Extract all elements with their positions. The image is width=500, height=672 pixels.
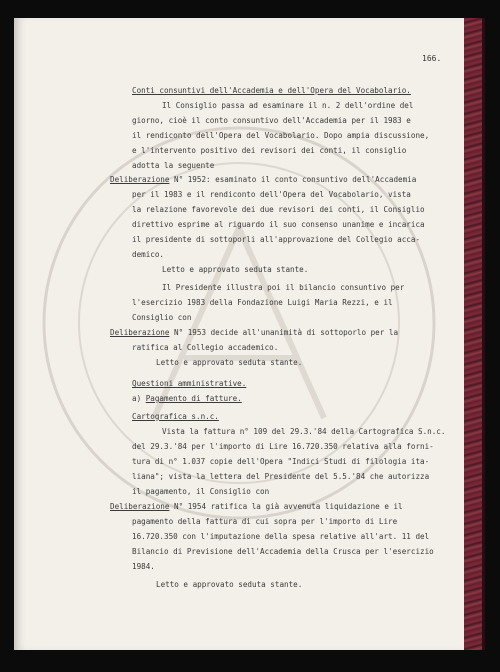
text-line: demico.	[132, 250, 165, 259]
text-line: l'esercizio 1983 della Fondazione Luigi Maria Rezzi, e il	[132, 298, 393, 307]
deliberation-label: Deliberazione	[110, 502, 170, 511]
text-line: direttivo esprime al riguardo il suo consenso unanime e incarica	[132, 220, 425, 229]
text-line: il presidente di sottoporli all'approvazione del Collegio acca-	[132, 235, 421, 244]
text-line: N° 1952: esaminato il conto consuntivo dell'Accademia	[169, 175, 417, 184]
text-line: il rendiconto dell'Opera del Vocabolario. Dopo ampia discussione,	[132, 131, 430, 140]
text-line: liana"; vista la lettera del Presidente del 5.5.'84 che autorizza	[132, 472, 430, 481]
text-line: del 29.3.'84 per l'importo di Lire 16.720.350 relativa alla forni-	[132, 442, 434, 451]
text-line: tura di n° 1.037 copie dell'Opera "Indici Studi di filologia ita-	[132, 457, 430, 466]
approval-note: Letto e approvato seduta stante.	[156, 358, 303, 367]
deliberation-label: Deliberazione	[110, 328, 170, 337]
page-number: 166.	[422, 54, 442, 63]
approval-note: Letto e approvato seduta stante.	[156, 580, 303, 589]
section-title: Conti consuntivi dell'Accademia e dell'Opera del Vocabolario.	[132, 86, 411, 95]
admin-heading: Questioni amministrative.	[132, 379, 247, 388]
text-line: adotta la seguente	[132, 161, 215, 170]
text-line: N° 1953 decide all'unanimità di sottoporlo per la	[169, 328, 399, 337]
list-marker: a)	[132, 394, 146, 403]
sub-heading: Pagamento di fatture.	[145, 394, 242, 403]
text-line: 1984.	[132, 562, 155, 571]
approval-note: Letto e approvato seduta stante.	[162, 265, 309, 274]
book-binding	[463, 18, 482, 650]
text-line: la relazione favorevole dei due revisori dei conti, il Consiglio	[132, 205, 425, 214]
document-page	[14, 18, 464, 650]
text-line: Il Presidente illustra poi il bilancio consuntivo per	[162, 283, 405, 292]
text-line: e l'intervento positivo dei revisori dei conti, il consiglio	[132, 146, 407, 155]
text-line: ratifica al Collegio accademico.	[132, 343, 279, 352]
text-line: giorno, cioè il conto consuntivo dell'Accademia per il 1983 e	[132, 116, 411, 125]
company-heading: Cartografica s.n.c.	[132, 412, 219, 421]
text-line: per il 1983 e il rendiconto dell'Opera del Vocabolario, vista	[132, 190, 411, 199]
text-line: Il Consiglio passa ad esaminare il n. 2 dell'ordine del	[162, 101, 414, 110]
deliberation-label: Deliberazione	[110, 175, 170, 184]
text-line: N° 1954 ratifica la già avvenuta liquidazione e il	[169, 502, 403, 511]
text-line: Consiglio con	[132, 313, 192, 322]
book-binding-edge	[482, 18, 485, 650]
text-line: il pagamento, il Consiglio con	[132, 487, 270, 496]
text-line: pagamento della fattura di cui sopra per l'importo di Lire	[132, 517, 398, 526]
text-line: 16.720.350 con l'imputazione della spesa relative all'art. 11 del	[132, 532, 430, 541]
text-line: Vista la fattura n° 109 del 29.3.'84 della Cartografica S.n.c.	[162, 427, 446, 436]
text-line: Bilancio di Previsione dell'Accademia della Crusca per l'esercizio	[132, 547, 434, 556]
